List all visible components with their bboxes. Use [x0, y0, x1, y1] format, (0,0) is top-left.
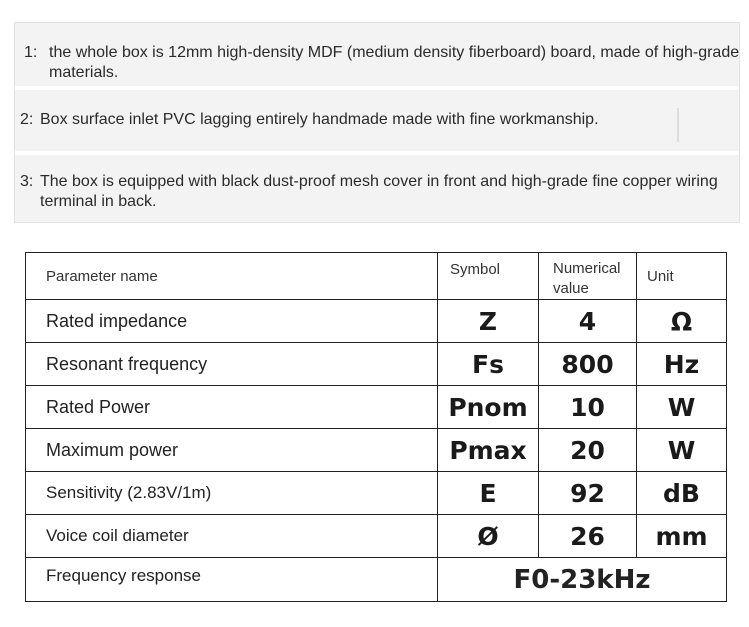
parameter-name: Sensitivity (2.83V/1m): [26, 472, 438, 515]
table-row: [26, 429, 727, 472]
note-number: 3:: [20, 173, 34, 190]
parameter-unit: mm: [637, 515, 727, 558]
parameter-name: Resonant frequency: [26, 343, 438, 386]
parameter-name: Maximum power: [26, 429, 438, 472]
header-parameter-name: Parameter name: [26, 253, 438, 300]
parameter-symbol: Pmax: [438, 429, 539, 472]
parameter-value: 26: [539, 515, 637, 558]
parameter-unit: W: [637, 429, 727, 472]
note-divider: [15, 86, 739, 90]
header-numerical-value: Numerical value: [539, 253, 637, 300]
parameter-unit: W: [637, 386, 727, 429]
note-text: Box surface inlet PVC lagging entirely handmade made with fine workmanship.: [40, 111, 599, 128]
table-row: [26, 343, 727, 386]
table-row: [26, 300, 727, 343]
parameter-symbol: Fs: [438, 343, 539, 386]
parameter-name: Rated Power: [26, 386, 438, 429]
parameter-symbol: Ø: [438, 515, 539, 558]
parameter-symbol: E: [438, 472, 539, 515]
note-text: the whole box is 12mm high-density MDF (medium density fiberboard) board, made of high-grade materials.: [49, 44, 740, 81]
table-row-frequency: [26, 558, 727, 602]
parameter-unit: dB: [637, 472, 727, 515]
parameter-symbol: Pnom: [438, 386, 539, 429]
parameter-name: Frequency response: [26, 558, 438, 602]
parameter-unit: Ω: [637, 300, 727, 343]
parameter-value: 4: [539, 300, 637, 343]
table-row: [26, 386, 727, 429]
frequency-response-value: F0-23kHz: [438, 558, 727, 602]
parameter-name: Voice coil diameter: [26, 515, 438, 558]
parameter-name: Rated impedance: [26, 300, 438, 343]
note-text: The box is equipped with black dust-proof mesh cover in front and high-grade fine copper wiring terminal in back.: [40, 173, 718, 210]
parameter-value: 20: [539, 429, 637, 472]
table-header-row: [26, 253, 727, 300]
text-cursor: [677, 108, 679, 142]
table-row: [26, 472, 727, 515]
note-number: 1:: [24, 44, 38, 61]
parameter-symbol: Z: [438, 300, 539, 343]
header-symbol: Symbol: [438, 253, 539, 300]
parameter-value: 92: [539, 472, 637, 515]
header-unit: Unit: [637, 253, 727, 300]
parameter-table: [25, 252, 727, 602]
parameter-value: 10: [539, 386, 637, 429]
note-divider: [15, 151, 739, 155]
table-row: [26, 515, 727, 558]
note-number: 2:: [20, 111, 34, 128]
notes-panel: [14, 22, 740, 223]
parameter-unit: Hz: [637, 343, 727, 386]
parameter-value: 800: [539, 343, 637, 386]
